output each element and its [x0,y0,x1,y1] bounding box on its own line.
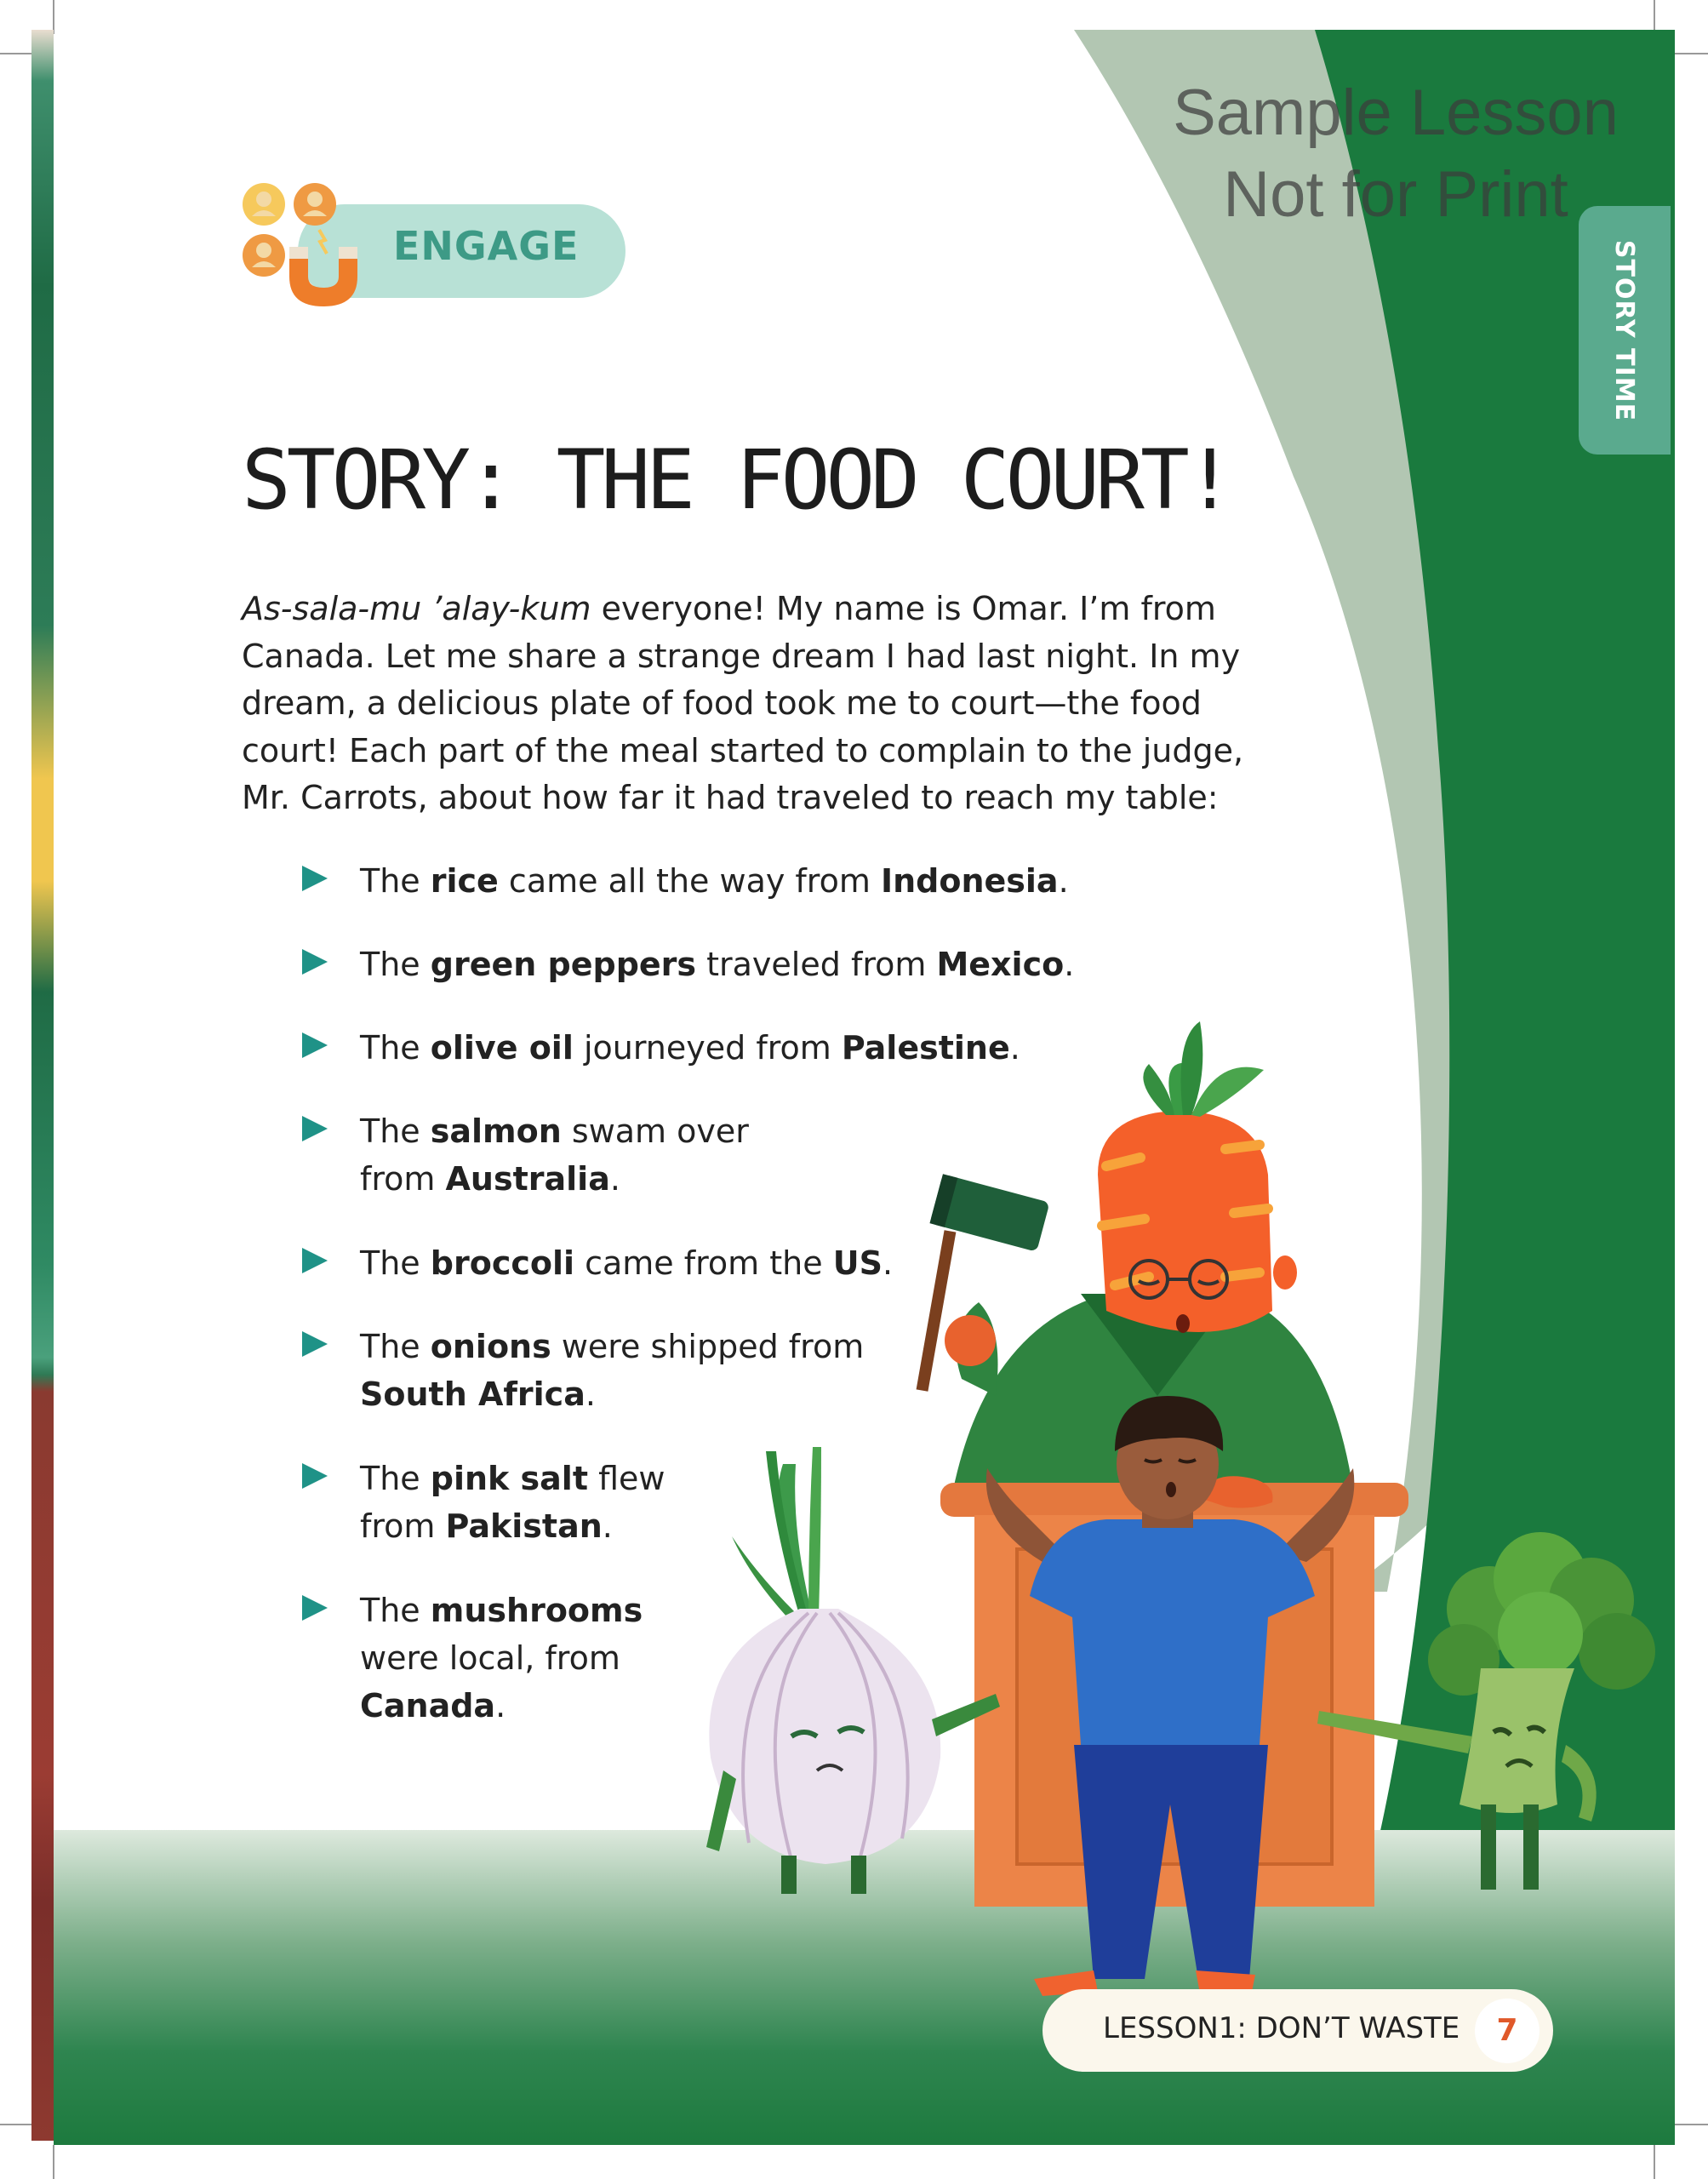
intro-text: everyone! My name is Omar. I’m from Canada. Let me share a strange dream I had last night. In my dream, a delicious plate of food took me to court—the food court! Each part of the meal started to complain to the judge, Mr. Carrots, about how far it had traveled to reach my table: [242,590,1244,816]
list-item-text: The salmon swam over from Australia. [360,1112,749,1198]
engage-label: ENGAGE [393,223,580,269]
lesson-label: LESSON1: DON’T WASTE [1103,2011,1460,2045]
page-number: 7 [1496,2013,1518,2048]
list-item-text: The onions were shipped from South Africa. [360,1328,865,1413]
list-item-text: The green peppers traveled from Mexico. [360,946,1075,983]
section-tab-label: STORY TIME [1609,239,1640,421]
watermark-line-1: Sample Lesson [1173,77,1619,149]
list-item-text: The mushrooms were local, from Canada. [360,1592,643,1724]
list-item-text: The pink salt flew from Pakistan. [360,1460,665,1545]
list-item-text: The rice came all the way from Indonesia. [360,862,1069,900]
list-item-text: The olive oil journeyed from Palestine. [360,1029,1020,1067]
intro-greeting: As-sala-mu ’alay-kum [242,590,591,627]
watermark-line-2: Not for Print [1223,158,1568,231]
page-title: STORY: THE FOOD COURT! [242,432,1231,528]
list-item-text: The broccoli came from the US. [360,1244,894,1282]
